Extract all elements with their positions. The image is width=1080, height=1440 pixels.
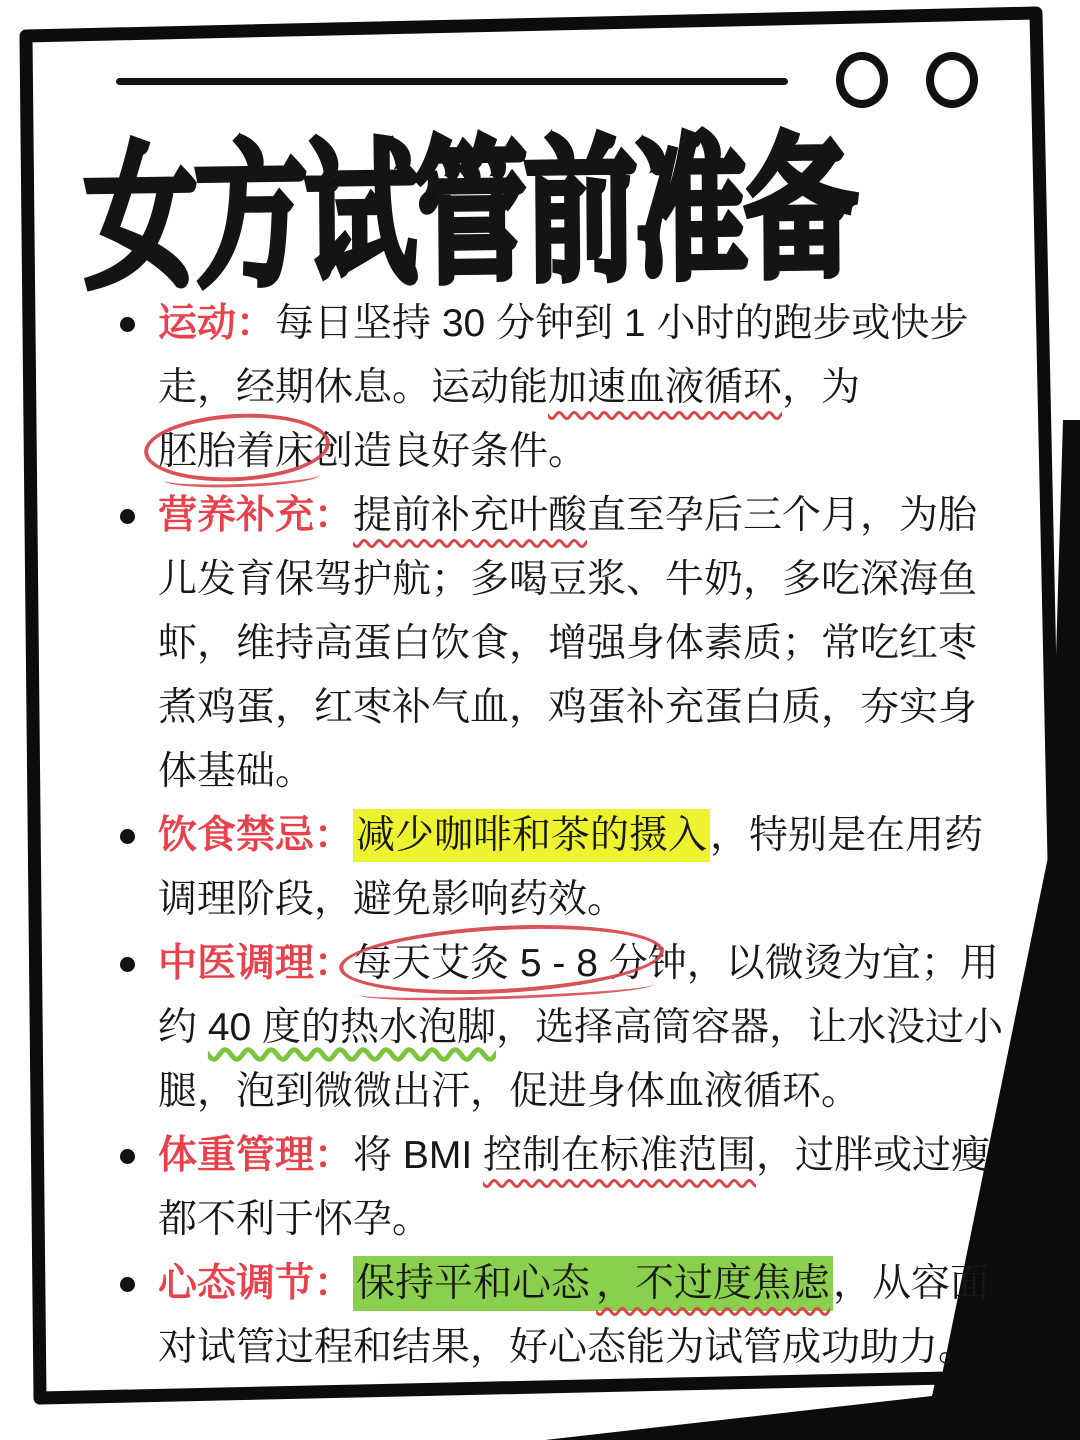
red-wavy-text: 控制在标准范围 bbox=[483, 1134, 757, 1177]
list-item-nutrition bbox=[120, 484, 1014, 804]
bullet-text: 直至孕后三个月，为胎儿发育保驾护航；多喝豆浆、牛奶，多吃深海鱼虾，维持高蛋白饮食，增强身体素质；常吃红枣煮鸡蛋，红枣补气血，鸡蛋补充蛋白质，夯实身体基础。 bbox=[158, 494, 978, 793]
bullet-label: 运动： bbox=[158, 302, 276, 345]
punch-hole-circle-icon bbox=[926, 52, 978, 108]
prep-list bbox=[120, 292, 1014, 1380]
bullet-label: 营养补充： bbox=[158, 494, 354, 537]
bullet-text: ，过胖或过瘦都不利于怀孕。 bbox=[158, 1134, 991, 1241]
red-circled-text: 胚胎着床 bbox=[158, 430, 315, 473]
list-item-diet-taboo bbox=[120, 804, 1014, 932]
red-wavy-text: 加速血液循环 bbox=[548, 366, 783, 409]
yellow-highlight-text: 减少咖啡和茶的摄入 bbox=[353, 809, 710, 862]
bullet-label: 心态调节： bbox=[158, 1262, 354, 1305]
bullet-text: ，选择高筒容器，让水没过小腿，泡到微微出汗，促进身体血液循环。 bbox=[158, 1006, 1004, 1113]
red-circled-text: 每天艾灸 5 - 8 分 bbox=[353, 942, 648, 985]
list-item-weight bbox=[120, 1124, 1014, 1252]
bullet-text: ，特别是在用药调理阶段，避免影响药效。 bbox=[158, 814, 984, 921]
bullet-text: 将 BMI bbox=[353, 1134, 484, 1177]
green-highlight-text: 保持平和心态 bbox=[353, 1256, 593, 1311]
bullet-label: 中医调理： bbox=[158, 942, 354, 985]
bullet-text: ，为 bbox=[782, 366, 861, 409]
bullet-text: 创造良好条件。 bbox=[314, 430, 588, 473]
green-wavy-text: 40 度的热水泡脚 bbox=[207, 1006, 497, 1049]
bullet-label: 体重管理： bbox=[158, 1134, 354, 1177]
bullet-text: 钟，以微烫为宜；用约 bbox=[158, 942, 999, 1049]
list-item-mindset bbox=[120, 1252, 1014, 1380]
green-highlight-red-wavy-text: ，不过度焦虑 bbox=[593, 1256, 833, 1311]
list-item-tcm bbox=[120, 932, 1014, 1124]
page-title: 女方试管前准备 bbox=[84, 122, 856, 306]
list-item-exercise bbox=[120, 292, 1014, 484]
punch-holes bbox=[836, 52, 978, 108]
bullet-text: 每日坚持 30 分钟到 1 小时的跑步或快步走，经期休息。运动能 bbox=[158, 302, 969, 409]
red-wavy-text: 提前补充叶酸 bbox=[353, 494, 588, 537]
bullet-text: ，从容面对试管过程和结果，好心态能为试管成功助力。 bbox=[158, 1262, 990, 1369]
top-rule bbox=[116, 78, 788, 85]
bullet-label: 饮食禁忌： bbox=[158, 814, 354, 857]
